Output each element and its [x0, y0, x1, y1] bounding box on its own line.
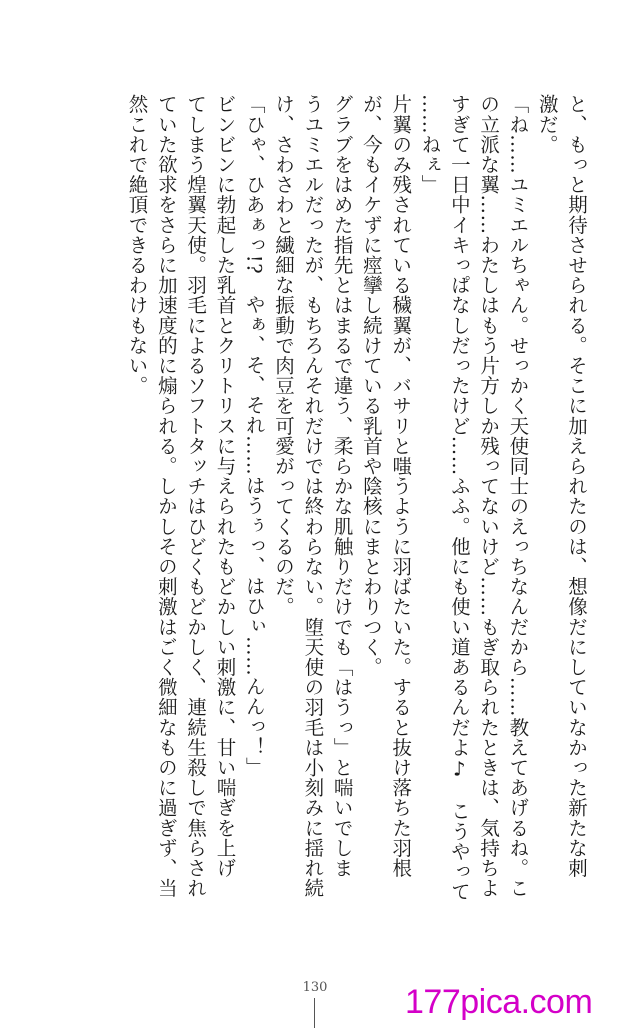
- text-line: うユミエルだったが、もちろんそれだけでは終わらない。堕天使の羽毛は小刻みに揺れ続: [301, 94, 325, 898]
- text-line: ビンビンに勃起した乳首とクリトリスに与えられたもどかしい刺激に、甘い喘ぎを上げ: [213, 94, 237, 878]
- text-line: 激だ。: [535, 94, 559, 155]
- text-line: ……ねぇ」: [418, 94, 442, 195]
- text-line: の立派な翼……わたしはもう片方しか残ってないけど……もぎ取られたときは、気持ちよ: [477, 94, 501, 898]
- text-line: が、今もイケずに痙攣し続けている乳首や陰核にまとわりつく。: [359, 94, 383, 677]
- text-line: 「ひゃ、ひあぁっ!? やぁ、そ、それ……はうぅっ、はひぃ……んんっ！」: [242, 94, 266, 777]
- text-line: ていた欲求をさらに加速度的に煽られる。しかしその刺激はごく微細なものに過ぎず、当: [154, 94, 178, 898]
- watermark-text: 177pica.com: [405, 983, 593, 1021]
- page-number-divider: [314, 998, 315, 1028]
- page-body-text: [31, 94, 591, 954]
- text-line: け、さわさわと繊細な振動で肉豆を可愛がってくるのだ。: [272, 94, 296, 617]
- text-line: 「ね……ユミエルちゃん。せっかく天使同士のえっちなんだから……教えてあげるね。こ: [506, 94, 530, 898]
- text-line: てしまう煌翼天使。羽毛によるソフトタッチはひどくもどかしく、連続生殺しで焦らされ: [184, 94, 208, 898]
- text-line: 片翼のみ残されている穢翼が、バサリと嗤うように羽ばたいた。すると抜け落ちた羽根: [389, 94, 413, 878]
- text-line: 然これで絶頂できるわけもない。: [125, 94, 149, 396]
- text-line: すぎて一日中イキっぱなしだったけど……ふふ。他にも使い道あるんだよ♪ こうやって: [447, 94, 471, 902]
- page-number: 130: [302, 980, 328, 995]
- text-line: と、もっと期待させられる。そこに加えられたのは、想像だにしていなかった新たな刺: [565, 94, 588, 878]
- text-line: グラブをはめた指先とはまるで違う、柔らかな肌触りだけでも「はうっ」と喘いでしま: [330, 94, 354, 878]
